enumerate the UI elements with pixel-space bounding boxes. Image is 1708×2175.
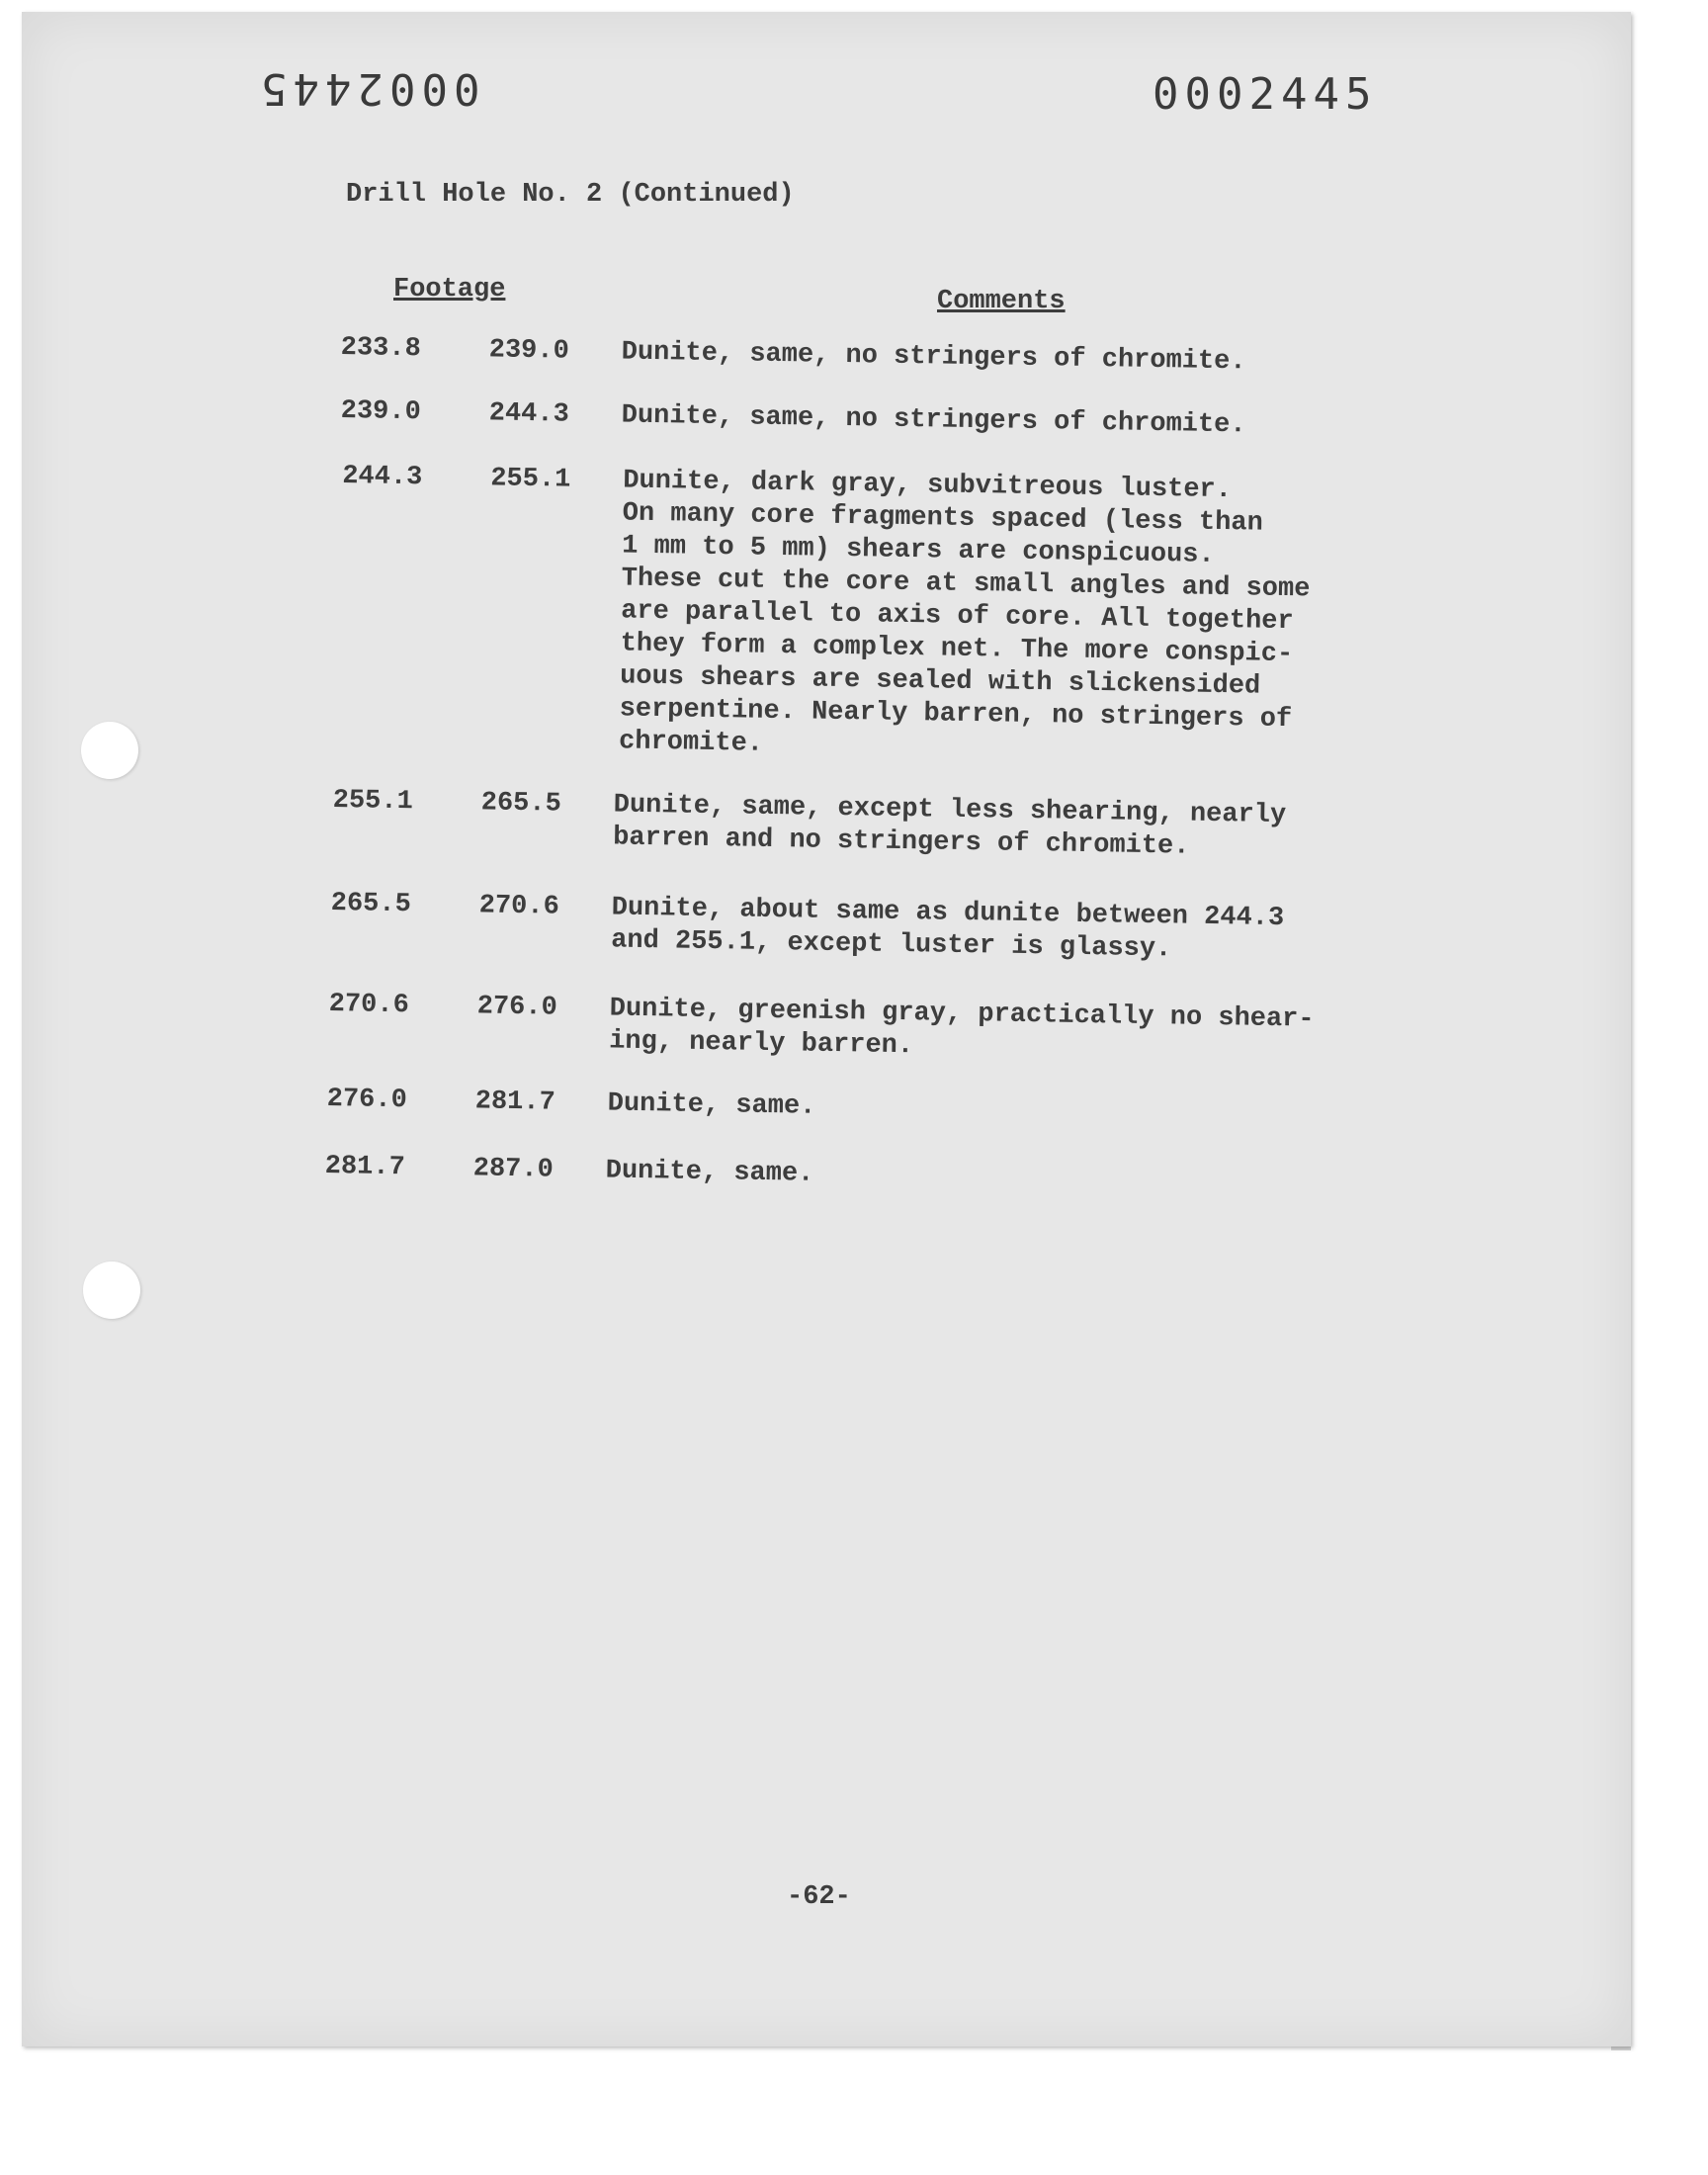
entry-comment: Dunite, same. [605, 1156, 814, 1189]
punch-hole-upper [81, 722, 138, 779]
footage-from: 270.6 [328, 989, 409, 1021]
column-header-comments: Comments [937, 287, 1066, 316]
footage-to: 281.7 [474, 1087, 555, 1118]
footage-from: 239.0 [340, 395, 421, 428]
column-header-footage: Footage [393, 275, 506, 304]
entry-comment: Dunite, about same as dunite between 244.3 and 255.1, except luster is glassy. [610, 893, 1285, 965]
entry-comment: Dunite, same, no stringers of chromite. [621, 400, 1246, 441]
footage-to: 239.0 [488, 335, 569, 367]
entry-comment: Dunite, same, no stringers of chromite. [621, 337, 1246, 378]
footage-from: 233.8 [340, 332, 421, 365]
footage-from: 281.7 [324, 1151, 405, 1183]
log-entry [309, 1151, 1349, 1285]
page-number: -62- [787, 1882, 851, 1912]
footage-to: 270.6 [478, 891, 559, 922]
footage-from: 265.5 [330, 888, 411, 920]
document-number-stamp-inverted: 0002445 [255, 63, 480, 114]
footage-from: 276.0 [326, 1084, 407, 1116]
footage-to: 244.3 [488, 398, 569, 430]
footage-to: 265.5 [480, 788, 561, 820]
footage-to: 255.1 [490, 464, 571, 495]
log-entry [324, 461, 1367, 793]
footage-from: 255.1 [332, 785, 413, 818]
entry-comment: Dunite, greenish gray, practically no shear- ing, nearly barren. [608, 994, 1315, 1062]
footage-to: 276.0 [476, 992, 557, 1023]
entry-comment: Dunite, same, except less shearing, nearly barren and no stringers of chromite. [612, 790, 1287, 862]
footage-from: 244.3 [342, 461, 423, 493]
entry-comment: Dunite, dark gray, subvitreous luster. On many core fragments spaced (less than 1 mm to 5 mm) shears are conspicuous. These cut the core at small angles and some are parallel to axis of core. All together they form a complex net. The more conspic- uous shears are sealed with slickensided serpentine. Nearly barren, no stringers of chromite. [618, 466, 1311, 759]
punch-hole-lower [83, 1262, 140, 1319]
page-heading: Drill Hole No. 2 (Continued) [346, 180, 795, 210]
entry-comment: Dunite, same. [607, 1088, 816, 1122]
footage-to: 287.0 [472, 1154, 554, 1185]
document-number-stamp: 0002445 [1153, 69, 1378, 120]
